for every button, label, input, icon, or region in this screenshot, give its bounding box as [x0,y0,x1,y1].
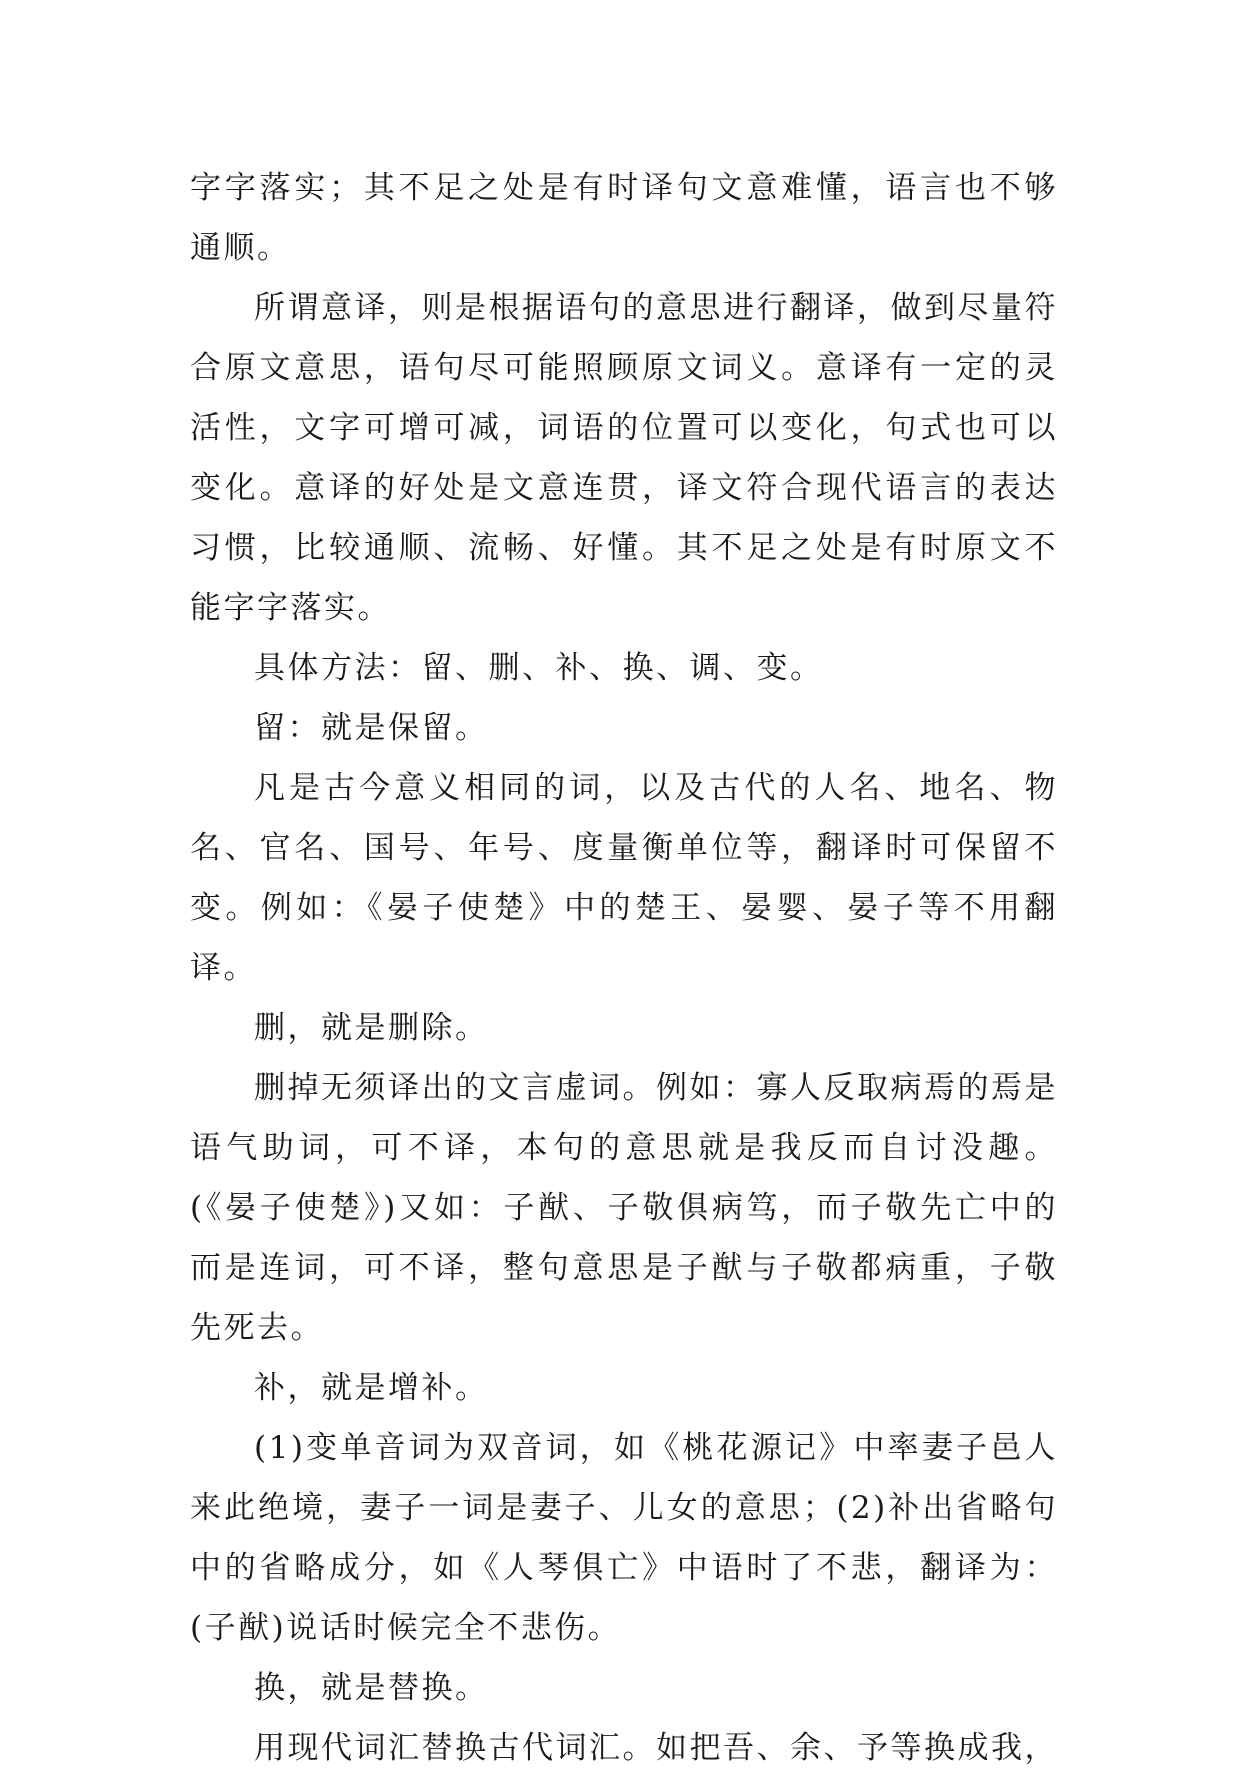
paragraph: 留：就是保留。 [254,710,489,746]
paragraph: 凡是古今意义相同的词，以及古代的人名、地名、物名、官名、国号、年号、度量衡单位等，翻译时可保留不变。例如：《晏子使楚》中的楚王、晏婴、晏子等不用翻译。 [190,770,1058,986]
paragraph: 所谓意译，则是根据语句的意思进行翻译，做到尽量符合原文意思，语句尽可能照顾原文词义。意译有一定的灵活性，文字可增可减，词语的位置可以变化，句式也可以变化。意译的好处是文意连贯，译文符合现代语言的表达习惯，比较通顺、流畅、好懂。其不足之处是有时原文不能字字落实。 [190,290,1058,626]
paragraph: 删，就是删除。 [254,1010,489,1046]
paragraph: 具体方法：留、删、补、换、调、变。 [254,650,824,686]
paragraph: 补，就是增补。 [254,1370,489,1406]
paragraph: 换，就是替换。 [254,1670,489,1706]
document-page [190,158,1058,1778]
paragraph: 删掉无须译出的文言虚词。例如：寡人反取病焉的焉是语气助词，可不译，本句的意思就是我反而自讨没趣。(《晏子使楚》)又如：子猷、子敬俱病笃，而子敬先亡中的而是连词，可不译，整句意思是子猷与子敬都病重，子敬先死去。 [190,1070,1058,1346]
paragraph: 用现代词汇替换古代词汇。如把吾、余、予等换成我， [254,1730,1058,1766]
paragraph: (1)变单音词为双音词，如《桃花源记》中率妻子邑人来此绝境，妻子一词是妻子、儿女的意思；(2)补出省略句中的省略成分，如《人琴俱亡》中语时了不悲，翻译为：(子猷)说话时候完全不悲伤。 [190,1430,1058,1646]
paragraph: 字字落实；其不足之处是有时译句文意难懂，语言也不够通顺。 [190,170,1058,266]
